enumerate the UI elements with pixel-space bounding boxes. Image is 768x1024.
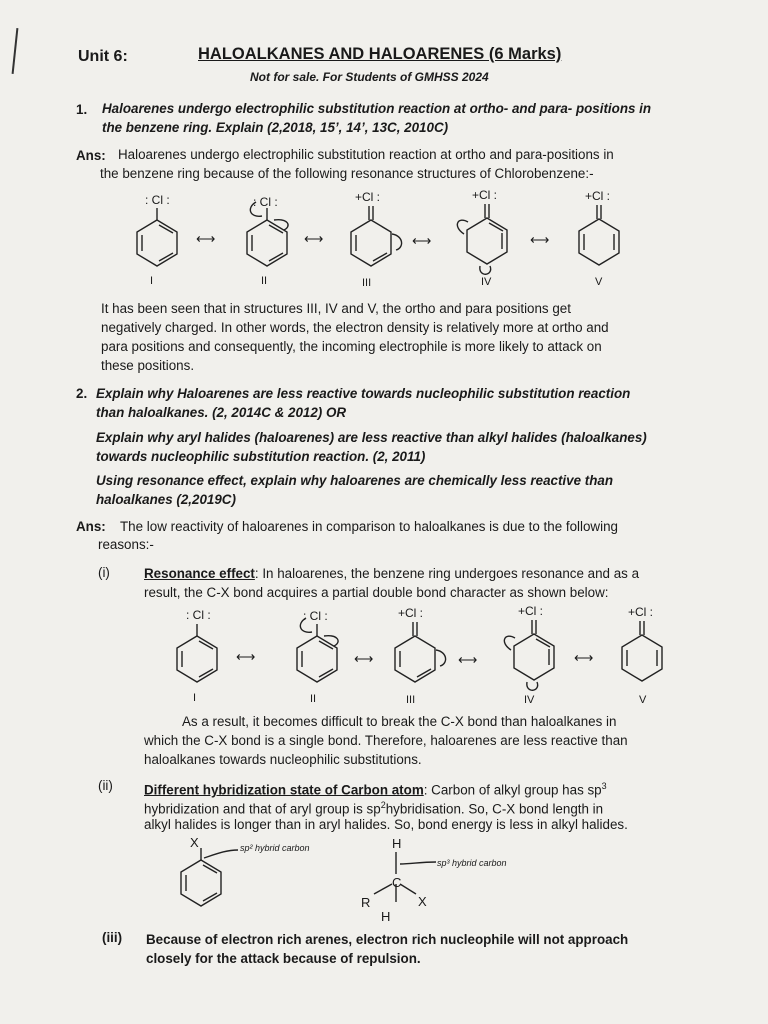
numeral-1: I	[150, 275, 154, 287]
cl2-label-1: : Cl :	[186, 608, 211, 622]
q1-ans-line1: Haloarenes undergo electrophilic substitution reaction at ortho and para-positions in	[118, 147, 614, 162]
cl-label-4: +Cl :	[472, 188, 498, 202]
cl2-label-5: +Cl :	[628, 605, 654, 619]
q1-question-line2: the benzene ring. Explain (2,2018, 15’, 14’, 13C, 2010C)	[102, 120, 449, 135]
reason-2-text-line1: : Carbon of alkyl group has sp	[423, 782, 602, 798]
q2-ans-line1: The low reactivity of haloarenes in comparison to haloalkanes is due to the following	[120, 519, 618, 534]
reason-3-text-line1: Because of electron rich arenes, electron rich nucleophile will not approach	[146, 932, 629, 947]
reason-2-text-line2a: hybridization and that of aryl group is sp	[144, 801, 381, 817]
q2-question-b-line1: Explain why aryl halides (haloarenes) are less reactive than alkyl halides (haloalkanes)	[96, 430, 647, 445]
q2-question-c-line1: Using resonance effect, explain why haloarenes are chemically less reactive than	[96, 473, 614, 488]
res2-arrow-2: ⟷	[354, 651, 374, 666]
q1-explain-line2: negatively charged. In other words, the electron density is relatively more at ortho and	[101, 320, 609, 335]
q1-number: 1.	[76, 102, 88, 117]
q1-explain-line1: It has been seen that in structures III, IV and V, the ortho and para positions get	[101, 301, 571, 316]
q2-ans-line2: reasons:-	[98, 537, 154, 552]
res-arrow-3: ⟷	[412, 233, 432, 248]
res-arrow-2: ⟷	[304, 231, 324, 246]
benzene-ring-3	[342, 206, 402, 268]
cl-label-3: +Cl :	[355, 190, 381, 204]
numeral-4: IV	[481, 276, 492, 288]
reason-1-after-line3: haloalkanes towards nucleophilic substitutions.	[144, 752, 422, 767]
benzene-ring-5	[570, 205, 630, 267]
reason-3-text-line2: closely for the attack because of repulsion.	[146, 951, 421, 966]
cl2-label-2: : Cl :	[303, 609, 328, 623]
reason-3-number: (iii)	[102, 930, 123, 945]
benzene2-ring-1	[168, 624, 228, 684]
benzene2-ring-2	[288, 624, 348, 684]
numeral2-1: I	[193, 692, 197, 704]
cl-label-2: : Cl :	[253, 195, 278, 209]
fig-x2-label: X	[418, 894, 427, 909]
numeral2-5: V	[639, 694, 647, 706]
numeral2-4: IV	[524, 694, 535, 706]
aryl-halide-ring	[172, 848, 292, 914]
fig-x-label: X	[190, 835, 199, 850]
reason-2-text-line3: alkyl halides is longer than in aryl halides. So, bond energy is less in alkyl halides.	[144, 817, 628, 832]
reason-2-heading: Different hybridization state of Carbon atom	[144, 782, 424, 798]
q1-explain-line3: para positions and consequently, the incoming electrophile is more likely to attack on	[101, 339, 602, 354]
reason-1-number: (i)	[98, 565, 110, 580]
pen-margin-mark	[12, 28, 19, 74]
reason-1-heading: Resonance effect	[144, 566, 255, 581]
reason-1-text-line1: : In haloarenes, the benzene ring undergoes resonance and as a	[254, 566, 640, 581]
benzene-ring-1	[128, 208, 188, 268]
reason-1-after-line1: As a result, it becomes difficult to break the C-X bond than haloalkanes in	[182, 714, 617, 729]
cl2-label-4: +Cl :	[518, 604, 544, 618]
benzene2-ring-3	[386, 622, 446, 684]
cl-label-5: +Cl :	[585, 189, 611, 203]
res-arrow-4: ⟷	[530, 232, 550, 247]
fig-sp2-label: sp² hybrid carbon	[240, 843, 310, 853]
fig-c-label: C	[392, 875, 402, 890]
reason-2-text-line2b: hybridisation. So, C-X bond length in	[385, 801, 604, 817]
numeral2-3: III	[406, 694, 416, 706]
page-subtitle: Not for sale. For Students of GMHSS 2024	[250, 70, 489, 84]
res2-arrow-1: ⟷	[236, 649, 256, 664]
benzene-ring-4	[458, 204, 518, 270]
reason-2-sup3: 3	[601, 781, 607, 791]
numeral-3: III	[362, 277, 372, 289]
reason-1-after-line2: which the C-X bond is a single bond. Therefore, haloarenes are less reactive than	[144, 733, 628, 748]
page-title: HALOALKANES AND HALOARENES (6 Marks)	[198, 45, 562, 63]
benzene2-ring-4	[505, 620, 565, 686]
fig-r-label: R	[361, 895, 371, 910]
q2-question-c-line2: haloalkanes (2,2019C)	[96, 492, 236, 507]
reason-2-sup2: 2	[380, 800, 386, 810]
res2-arrow-3: ⟷	[458, 652, 478, 667]
q2-question-b-line2: towards nucleophilic substitution reaction. (2, 2011)	[96, 449, 426, 464]
cl-label-1: : Cl :	[145, 193, 170, 207]
cl2-label-3: +Cl :	[398, 606, 424, 620]
reason-2-number: (ii)	[98, 778, 113, 793]
q2-question-a-line2: than haloalkanes. (2, 2014C & 2012) OR	[96, 405, 347, 420]
benzene2-ring-5	[613, 621, 673, 683]
numeral-5: V	[595, 276, 603, 288]
numeral2-2: II	[310, 693, 317, 705]
q1-ans-line2: the benzene ring because of the following resonance structures of Chlorobenzene:-	[100, 166, 594, 181]
unit-label: Unit 6:	[78, 48, 128, 65]
benzene-ring-2	[238, 208, 298, 268]
res2-arrow-4: ⟷	[574, 650, 594, 665]
q2-question-a-line1: Explain why Haloarenes are less reactive towards nucleophilic substitution reaction	[96, 386, 631, 401]
q1-question-line1: Haloarenes undergo electrophilic substitution reaction at ortho- and para- positions in	[102, 101, 652, 116]
fig-h-bottom: H	[381, 909, 391, 924]
res-arrow-1: ⟷	[196, 231, 216, 246]
q2-number: 2.	[76, 386, 88, 401]
reason-1-text-line2: result, the C-X bond acquires a partial double bond character as shown below:	[144, 585, 609, 600]
q1-explain-line4: these positions.	[101, 358, 195, 373]
fig-h-top: H	[392, 836, 402, 851]
q2-ans-label: Ans:	[76, 519, 106, 534]
q1-ans-label: Ans:	[76, 148, 106, 163]
fig-sp3-label: sp³ hybrid carbon	[437, 858, 507, 868]
numeral-2: II	[261, 275, 268, 287]
